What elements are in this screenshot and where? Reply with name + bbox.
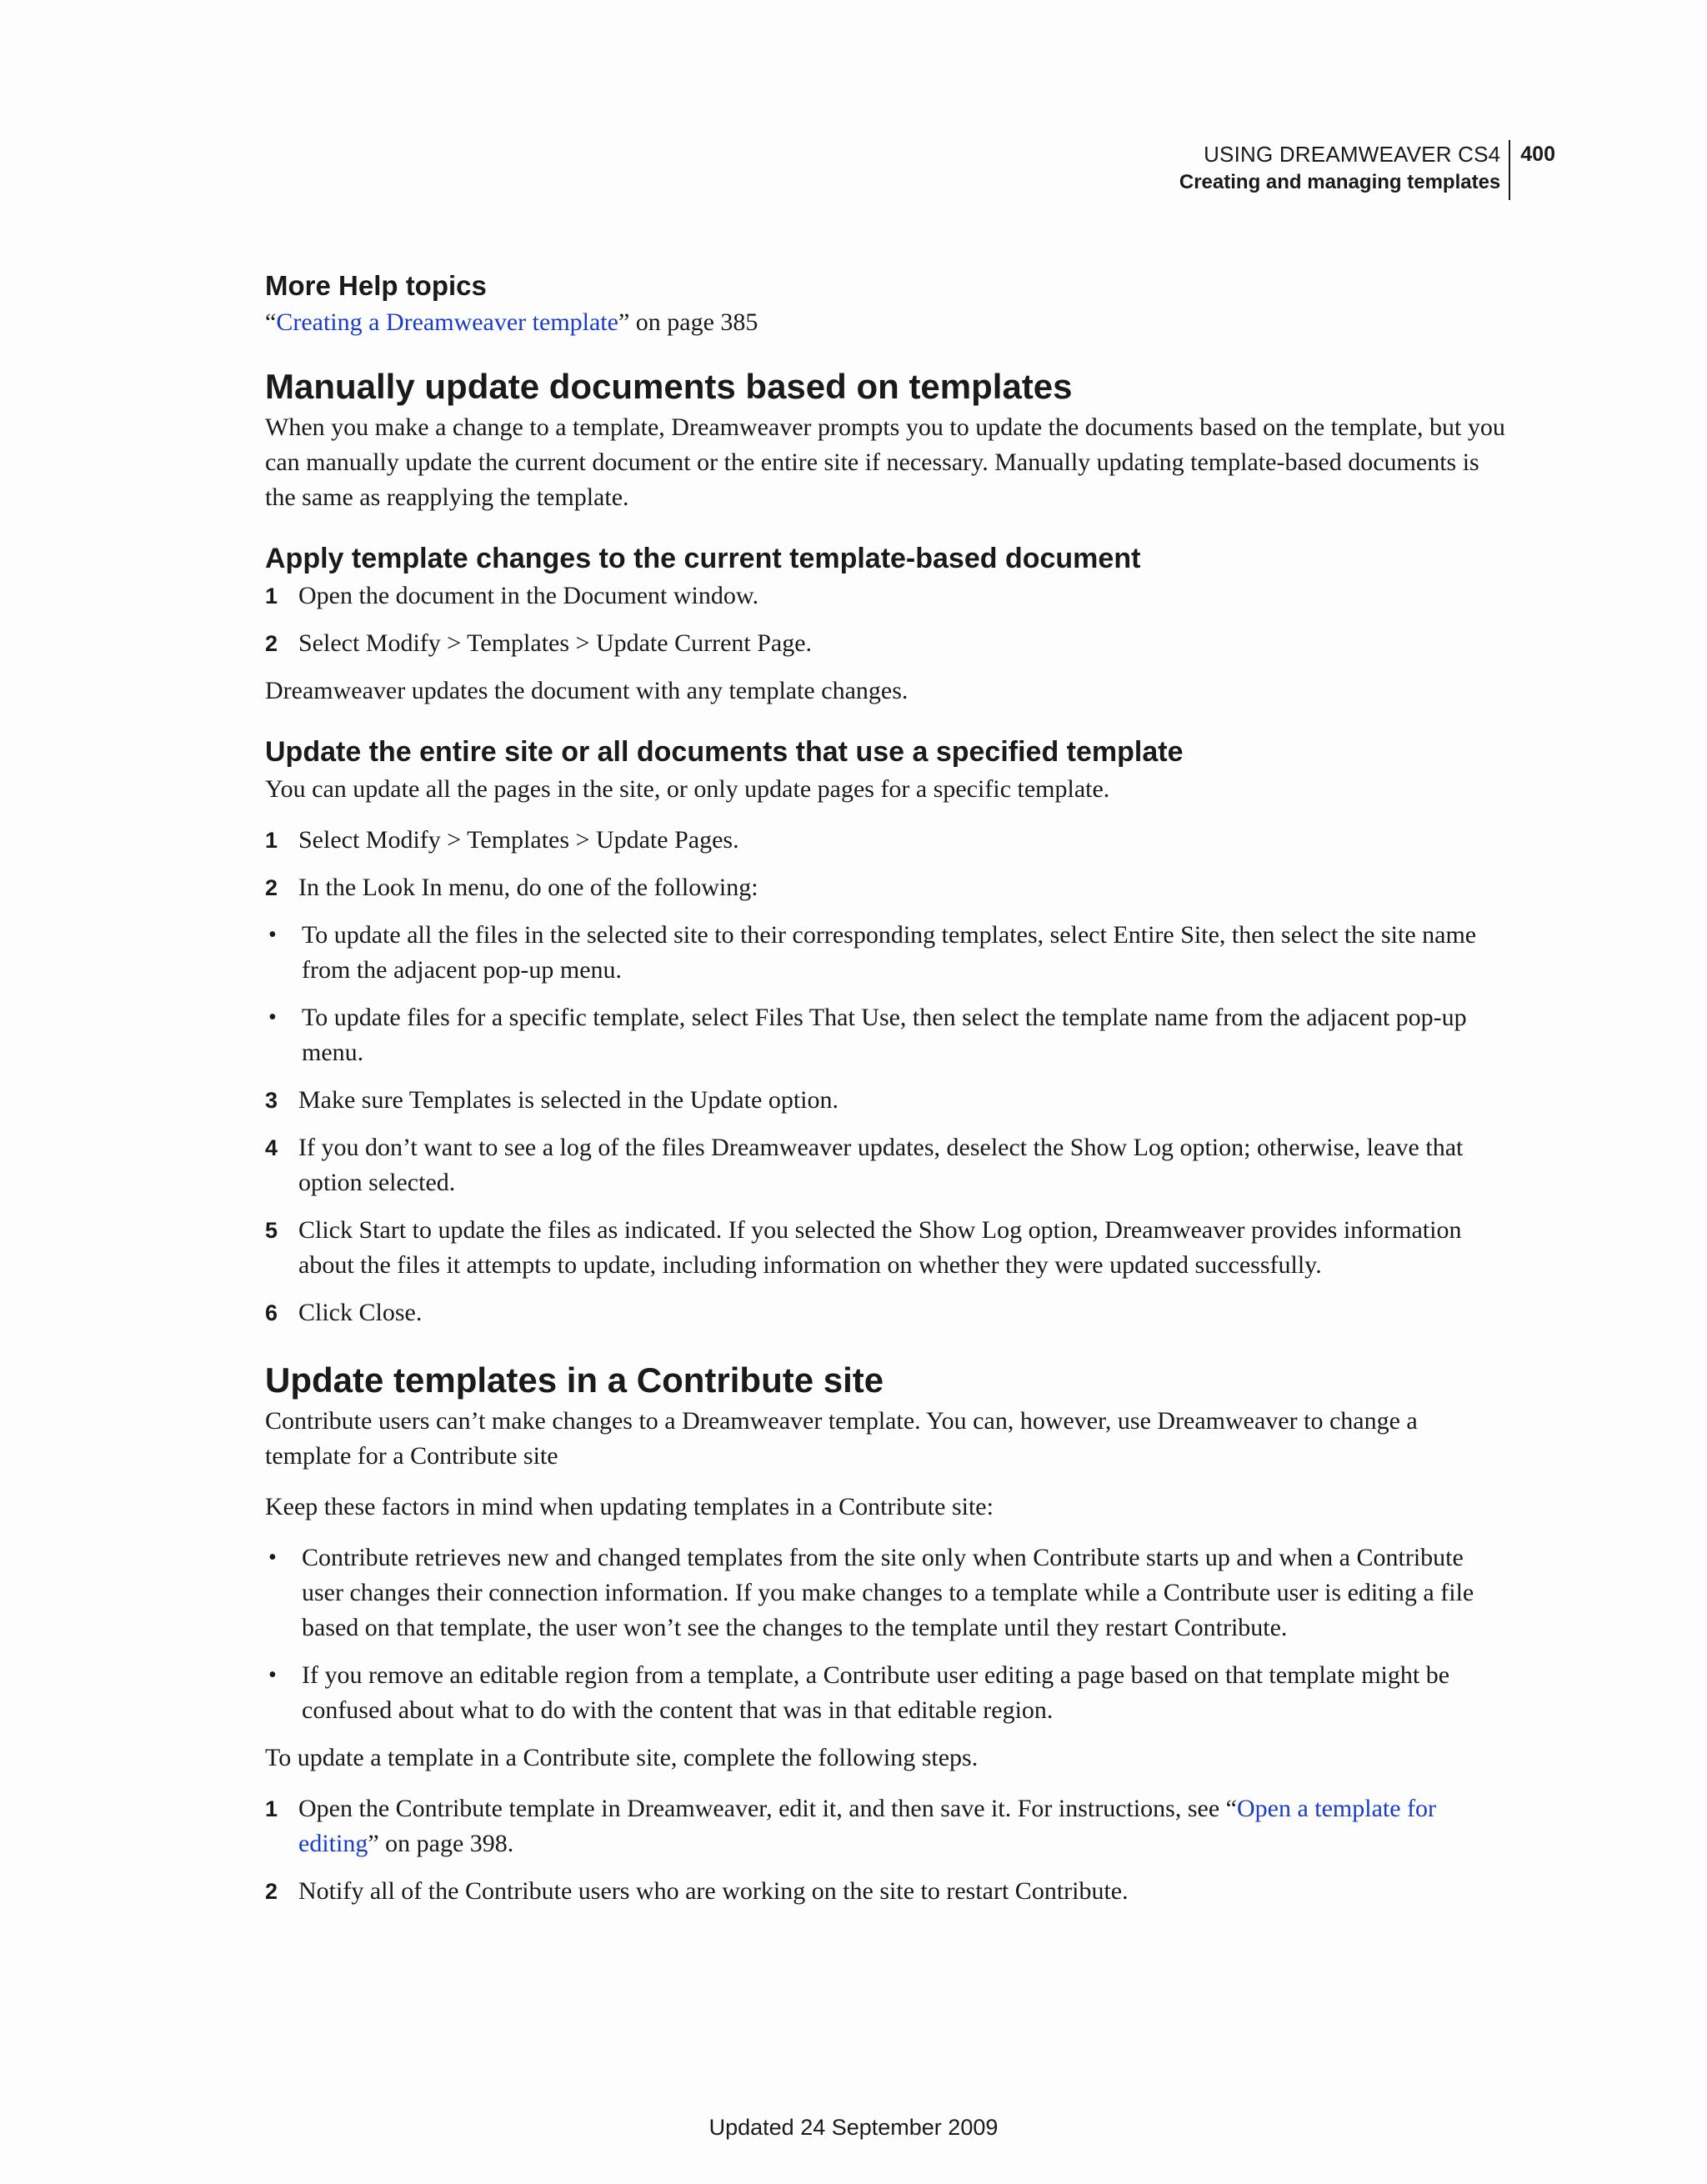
bullet-item	[265, 1000, 1507, 1070]
document-title: USING DREAMWEAVER CS4	[1204, 142, 1501, 167]
bullet-text: To update all the files in the selected site to their corresponding templates, select Entire Site, then select the site name from the adjacent pop-up menu.	[302, 921, 1477, 984]
step-number: 1	[265, 828, 278, 853]
list-item	[265, 1874, 1507, 1909]
running-header	[1179, 140, 1510, 200]
apply-result-text: Dreamweaver updates the document with any template changes.	[265, 677, 909, 704]
bullet-item	[265, 1658, 1507, 1728]
contribute-keep-in-mind: Keep these factors in mind when updating templates in a Contribute site:	[265, 1493, 994, 1520]
step-number: 5	[265, 1218, 278, 1243]
section-heading-contribute: Update templates in a Contribute site	[265, 1360, 884, 1400]
bullet-marker: •	[268, 1662, 277, 1688]
step-text: If you don’t want to see a log of the files Dreamweaver updates, deselect the Show Log option; otherwise, leave that option selected.	[298, 1134, 1464, 1196]
step-text: Make sure Templates is selected in the Update option.	[298, 1086, 839, 1114]
contribute-steps-intro: To update a template in a Contribute site, complete the following steps.	[265, 1744, 979, 1771]
more-help-heading: More Help topics	[265, 270, 487, 301]
page-footer: Updated 24 September 2009	[708, 2115, 999, 2140]
chapter-title: Creating and managing templates	[1179, 171, 1501, 193]
step-text: Click Start to update the files as indicated. If you selected the Show Log option, Dreamweaver provides information about the files it attempts to update, including information on whether they were updated successfully.	[298, 1216, 1462, 1279]
step-number: 2	[265, 875, 278, 900]
step-text-before-link: Open the Contribute template in Dreamweaver, edit it, and then save it. For instructions, see “	[298, 1795, 1237, 1822]
contribute-intro: Contribute users can’t make changes to a Dreamweaver template. You can, however, use Dreamweaver to change a template for a Contribute site	[265, 1407, 1418, 1470]
more-help-suffix: ” on page 385	[618, 308, 758, 336]
step-text: Select Modify > Templates > Update Pages.	[298, 826, 739, 854]
bullet-text: Contribute retrieves new and changed templates from the site only when Contribute starts up and when a Contribute user changes their connection information. If you make changes to a template while a Contribute user is editing a file based on that template, the user won’t see the changes to the template until they restart Contribute.	[302, 1544, 1474, 1641]
step-number: 1	[265, 1796, 278, 1821]
page-number: 400	[1520, 143, 1555, 166]
subsection-heading-apply-changes: Apply template changes to the current template-based document	[265, 543, 1141, 574]
list-item	[265, 1791, 1507, 1861]
step-number: 1	[265, 584, 278, 609]
list-item	[265, 1130, 1507, 1200]
more-help-reference	[265, 305, 1507, 340]
step-text	[298, 1791, 1507, 1861]
step-text: In the Look In menu, do one of the following:	[298, 874, 758, 901]
step-number: 2	[265, 631, 278, 656]
list-item	[265, 1295, 1507, 1330]
step-number: 4	[265, 1135, 278, 1160]
step-number: 2	[265, 1879, 278, 1904]
list-item	[265, 823, 1507, 858]
list-item	[265, 1213, 1507, 1283]
list-item	[265, 870, 1507, 905]
step-number: 6	[265, 1300, 278, 1325]
subsection-heading-update-entire-site: Update the entire site or all documents that use a specified template	[265, 736, 1184, 768]
bullet-text: To update files for a specific template, select Files That Use, then select the template name from the adjacent pop-up menu.	[302, 1004, 1467, 1066]
bullet-text: If you remove an editable region from a template, a Contribute user editing a page based on that template might be confused about what to do with the content that was in that editable region.	[302, 1661, 1450, 1724]
section-heading-manual-update: Manually update documents based on templates	[265, 367, 1073, 406]
list-item	[265, 626, 1507, 661]
step-number: 3	[265, 1088, 278, 1113]
bullet-marker: •	[268, 1545, 277, 1570]
page-content	[265, 267, 1507, 1909]
step-text: Click Close.	[298, 1299, 423, 1326]
section-intro-manual-update: When you make a change to a template, Dreamweaver prompts you to update the documents based on the template, but you can manually update the current document or the entire site if necessary. Manually updating template-based documents is the same as reapplying the template.	[265, 413, 1505, 511]
more-help-open-quote: “	[265, 308, 277, 336]
step-text: Select Modify > Templates > Update Current Page.	[298, 629, 813, 657]
open-template-link[interactable]: Open a template for editing	[298, 1795, 1437, 1857]
bullet-item	[265, 918, 1507, 988]
step-text: Open the document in the Document window.	[298, 582, 759, 609]
list-item	[265, 1083, 1507, 1118]
list-item	[265, 579, 1507, 614]
bullet-item	[265, 1540, 1507, 1646]
update-entire-intro: You can update all the pages in the site, or only update pages for a specific template.	[265, 775, 1110, 803]
step-text: Notify all of the Contribute users who are working on the site to restart Contribute.	[298, 1877, 1129, 1905]
more-help-link[interactable]: Creating a Dreamweaver template	[276, 308, 618, 336]
bullet-marker: •	[268, 1004, 277, 1030]
page-header	[1179, 140, 1555, 200]
bullet-marker: •	[268, 922, 277, 948]
step-text-after-link: ” on page 398.	[368, 1830, 514, 1857]
